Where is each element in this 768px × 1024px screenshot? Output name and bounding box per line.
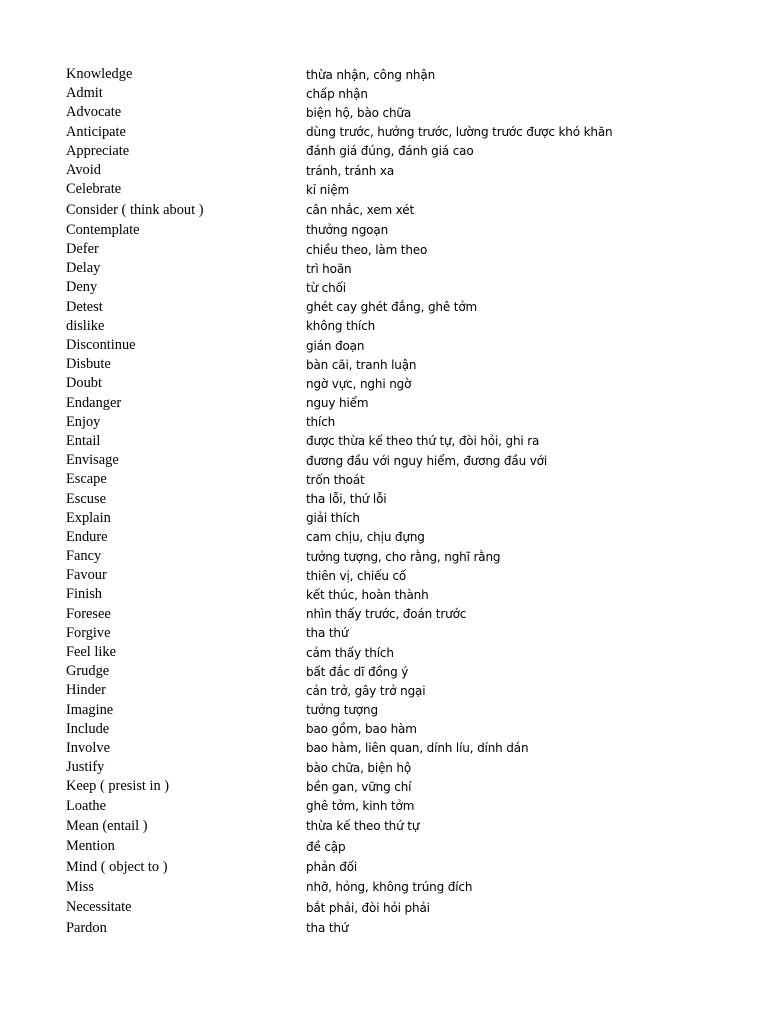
vocabulary-row — [66, 643, 706, 662]
vocabulary-row — [66, 355, 706, 374]
vocabulary-term: Discontinue — [66, 337, 136, 354]
vocabulary-meaning: từ chối — [306, 280, 346, 295]
vocabulary-meaning: tha thứ — [306, 626, 349, 641]
vocabulary-term: Detest — [66, 298, 103, 315]
vocabulary-meaning: nhỡ, hỏng, không trúng đích — [306, 880, 473, 895]
vocabulary-row — [66, 432, 706, 451]
vocabulary-row — [66, 240, 706, 259]
vocabulary-row — [66, 374, 706, 393]
vocabulary-row — [66, 65, 706, 84]
vocabulary-row — [66, 278, 706, 297]
vocabulary-meaning: tránh, tránh xa — [306, 163, 395, 178]
vocabulary-term: Celebrate — [66, 181, 122, 198]
vocabulary-meaning: đánh giá đúng, đánh giá cao — [306, 144, 474, 159]
vocabulary-row — [66, 897, 706, 919]
vocabulary-meaning: bắt phải, đòi hỏi phải — [306, 900, 430, 915]
vocabulary-row — [66, 777, 706, 796]
vocabulary-row — [66, 509, 706, 528]
vocabulary-meaning: cân nhắc, xem xét — [306, 203, 415, 218]
vocabulary-row — [66, 837, 706, 856]
vocabulary-term: Miss — [66, 878, 94, 895]
vocabulary-meaning: kết thúc, hoàn thành — [306, 587, 429, 602]
vocabulary-term: Include — [66, 720, 110, 737]
vocabulary-term: Necessitate — [66, 899, 132, 916]
vocabulary-meaning: được thừa kế theo thứ tự, đòi hỏi, ghi ra — [306, 434, 540, 449]
vocabulary-term: Envisage — [66, 452, 119, 469]
vocabulary-term: Favour — [66, 567, 107, 584]
vocabulary-meaning: đề cập — [306, 839, 346, 854]
vocabulary-term: Deny — [66, 279, 98, 296]
vocabulary-term: Mention — [66, 838, 115, 855]
vocabulary-term: Escuse — [66, 490, 106, 507]
vocabulary-meaning: nhìn thấy trước, đoán trước — [306, 607, 467, 622]
vocabulary-meaning: thích — [306, 415, 336, 430]
vocabulary-term: Advocate — [66, 104, 122, 121]
vocabulary-row — [66, 123, 706, 142]
vocabulary-row — [66, 816, 706, 838]
vocabulary-meaning: thưởng ngoạn — [306, 223, 389, 238]
vocabulary-meaning: bền gan, vững chí — [306, 779, 412, 794]
vocabulary-row — [66, 605, 706, 624]
vocabulary-term: Mind ( object to ) — [66, 858, 168, 875]
vocabulary-row — [66, 336, 706, 355]
vocabulary-row — [66, 199, 706, 221]
vocabulary-row — [66, 470, 706, 489]
vocabulary-term: Forgive — [66, 624, 111, 641]
vocabulary-row — [66, 84, 706, 103]
vocabulary-row — [66, 758, 706, 777]
vocabulary-meaning: ghê tởm, kinh tởm — [306, 799, 415, 814]
vocabulary-meaning: bàn cãi, tranh luận — [306, 357, 417, 372]
vocabulary-meaning: bao gồm, bao hàm — [306, 722, 417, 737]
vocabulary-list — [66, 65, 706, 938]
vocabulary-term: Disbute — [66, 356, 111, 373]
vocabulary-term: Feel like — [66, 644, 116, 661]
vocabulary-row — [66, 161, 706, 180]
vocabulary-term: Finish — [66, 586, 102, 603]
vocabulary-term: Fancy — [66, 548, 102, 565]
vocabulary-meaning: gián đoạn — [306, 338, 365, 353]
vocabulary-term: Keep ( presist in ) — [66, 778, 170, 795]
vocabulary-row — [66, 528, 706, 547]
vocabulary-meaning: cam chịu, chịu đựng — [306, 530, 425, 545]
vocabulary-term: Consider ( think about ) — [66, 201, 204, 218]
vocabulary-row — [66, 701, 706, 720]
vocabulary-meaning: thừa nhận, công nhận — [306, 67, 436, 82]
vocabulary-row — [66, 103, 706, 122]
vocabulary-row — [66, 739, 706, 758]
vocabulary-row — [66, 394, 706, 413]
vocabulary-row — [66, 489, 706, 508]
vocabulary-meaning: trì hoãn — [306, 261, 352, 276]
vocabulary-row — [66, 413, 706, 432]
vocabulary-row — [66, 180, 706, 199]
vocabulary-term: Doubt — [66, 375, 102, 392]
vocabulary-meaning: tha thứ — [306, 921, 349, 936]
vocabulary-row — [66, 919, 706, 938]
vocabulary-term: dislike — [66, 317, 105, 334]
vocabulary-meaning: đương đầu với nguy hiểm, đương đầu với — [306, 453, 548, 468]
vocabulary-term: Delay — [66, 260, 101, 277]
vocabulary-term: Endanger — [66, 394, 122, 411]
vocabulary-term: Mean (entail ) — [66, 817, 148, 834]
vocabulary-row — [66, 856, 706, 878]
vocabulary-meaning: thiên vị, chiếu cố — [306, 568, 407, 583]
vocabulary-row — [66, 681, 706, 700]
vocabulary-meaning: biện hộ, bào chữa — [306, 105, 412, 120]
vocabulary-term: Explain — [66, 509, 111, 526]
vocabulary-term: Involve — [66, 739, 110, 756]
vocabulary-meaning: kỉ niệm — [306, 182, 350, 197]
vocabulary-row — [66, 585, 706, 604]
vocabulary-row — [66, 298, 706, 317]
vocabulary-term: Anticipate — [66, 123, 126, 140]
vocabulary-term: Pardon — [66, 919, 107, 936]
vocabulary-row — [66, 720, 706, 739]
vocabulary-row — [66, 451, 706, 470]
vocabulary-meaning: phản đối — [306, 860, 358, 875]
vocabulary-meaning: nguy hiểm — [306, 396, 369, 411]
vocabulary-meaning: trốn thoát — [306, 472, 365, 487]
vocabulary-meaning: giải thích — [306, 511, 360, 526]
vocabulary-term: Knowledge — [66, 66, 133, 83]
vocabulary-term: Escape — [66, 471, 107, 488]
vocabulary-term: Hinder — [66, 682, 106, 699]
vocabulary-meaning: tưởng tượng — [306, 703, 378, 718]
vocabulary-term: Grudge — [66, 663, 110, 680]
vocabulary-meaning: ghét cay ghét đắng, ghê tởm — [306, 300, 478, 315]
vocabulary-meaning: bào chữa, biện hộ — [306, 760, 412, 775]
vocabulary-row — [66, 142, 706, 161]
vocabulary-meaning: chiều theo, làm theo — [306, 242, 428, 257]
vocabulary-meaning: bất đắc dĩ đồng ý — [306, 664, 409, 679]
vocabulary-meaning: cản trở, gây trở ngại — [306, 683, 426, 698]
vocabulary-meaning: chấp nhận — [306, 86, 368, 101]
vocabulary-term: Appreciate — [66, 142, 130, 159]
vocabulary-row — [66, 624, 706, 643]
vocabulary-row — [66, 259, 706, 278]
vocabulary-meaning: dùng trước, hưởng trước, lường trước được khó khăn — [306, 125, 613, 140]
vocabulary-term: Foresee — [66, 605, 111, 622]
vocabulary-row — [66, 878, 706, 897]
vocabulary-meaning: tưởng tượng, cho rằng, nghĩ rằng — [306, 549, 501, 564]
vocabulary-row — [66, 796, 706, 815]
vocabulary-meaning: không thích — [306, 319, 376, 334]
vocabulary-term: Imagine — [66, 701, 114, 718]
vocabulary-term: Contemplate — [66, 221, 140, 238]
vocabulary-row — [66, 566, 706, 585]
vocabulary-row — [66, 662, 706, 681]
vocabulary-term: Enjoy — [66, 413, 101, 430]
vocabulary-meaning: ngờ vực, nghi ngờ — [306, 376, 412, 391]
vocabulary-row — [66, 547, 706, 566]
vocabulary-meaning: tha lỗi, thứ lỗi — [306, 492, 387, 507]
vocabulary-term: Entail — [66, 432, 101, 449]
vocabulary-meaning: bao hàm, liên quan, dính líu, dính dán — [306, 741, 529, 756]
vocabulary-term: Avoid — [66, 162, 101, 179]
vocabulary-meaning: cảm thấy thích — [306, 645, 394, 660]
vocabulary-term: Justify — [66, 759, 105, 776]
vocabulary-term: Endure — [66, 528, 108, 545]
vocabulary-term: Admit — [66, 85, 103, 102]
vocabulary-meaning: thừa kế theo thứ tự — [306, 819, 420, 834]
vocabulary-term: Loathe — [66, 797, 106, 814]
vocabulary-row — [66, 221, 706, 240]
vocabulary-term: Defer — [66, 241, 99, 258]
vocabulary-row — [66, 317, 706, 336]
